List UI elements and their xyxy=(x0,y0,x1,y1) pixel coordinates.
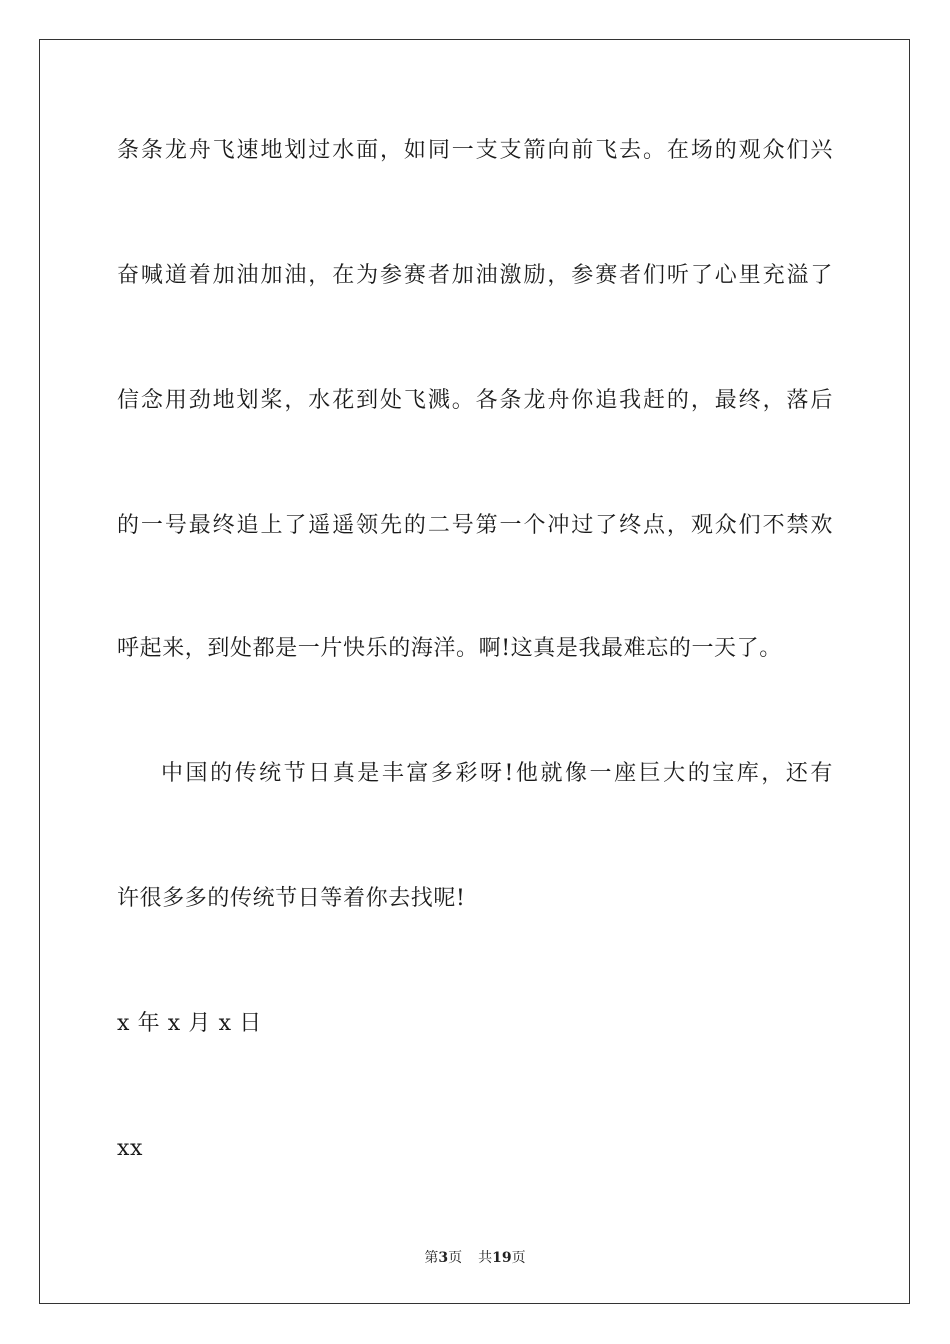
total-suffix: 页 xyxy=(511,1250,526,1266)
total-prefix: 共 xyxy=(478,1250,493,1266)
body-line-7: 许很多多的传统节日等着你去找呢! xyxy=(117,886,466,911)
body-line-4: 的一号最终追上了遥遥领先的二号第一个冲过了终点，观众们不禁欢 xyxy=(117,513,833,538)
body-line-5: 呼起来，到处都是一片快乐的海洋。啊!这真是我最难忘的一天了。 xyxy=(117,636,782,661)
body-line-3: 信念用劲地划桨，水花到处飞溅。各条龙舟你追我赶的，最终，落后 xyxy=(117,388,833,413)
page-footer xyxy=(0,1248,950,1268)
page-suffix: 页 xyxy=(448,1250,463,1266)
body-line-6: 中国的传统节日真是丰富多彩呀!他就像一座巨大的宝库，还有 xyxy=(161,761,833,786)
page-total: 19 xyxy=(492,1250,512,1266)
page-current: 3 xyxy=(438,1250,449,1266)
date-line: x 年 x 月 x 日 xyxy=(117,1011,262,1036)
page-prefix: 第 xyxy=(424,1250,439,1266)
author-line: xx xyxy=(117,1136,144,1161)
body-line-2: 奋喊道着加油加油，在为参赛者加油激励，参赛者们听了心里充溢了 xyxy=(117,263,833,288)
page-border xyxy=(39,39,910,1304)
body-line-1: 条条龙舟飞速地划过水面，如同一支支箭向前飞去。在场的观众们兴 xyxy=(117,138,833,163)
